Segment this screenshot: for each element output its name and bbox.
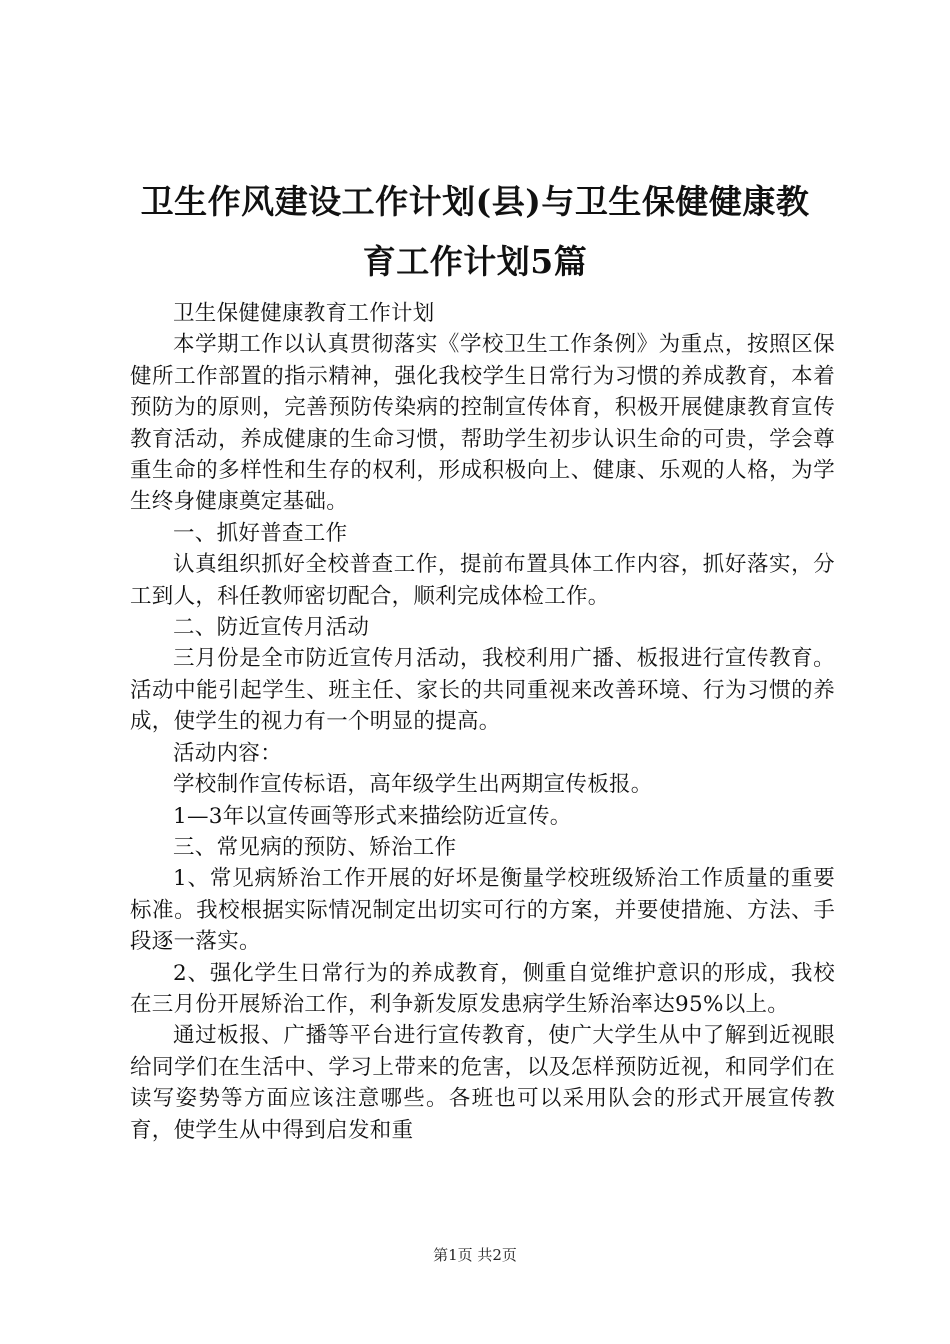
section-heading: 一、抓好普查工作 [173,520,348,546]
paragraph: 本学期工作以认真贯彻落实《学校卫生工作条例》为重点，按照区保健所工作部置的指示精神，强化我校学生日常行为习惯的养成教育，本着预防为的原则，完善预防传染病的控制宣传体育，积极开展健康教育宣传教育活动，养成健康的生命习惯，帮助学生初步认识生命的可贵，学会尊重生命的多样性和生存的权利，形成积极向上、健康、乐观的人格，为学生终身健康奠定基础。 [130,332,835,515]
paragraph: 1、常见病矫治工作开展的好坏是衡量学校班级矫治工作质量的重要标准。我校根据实际情况制定出切实可行的方案，并要使措施、方法、手段逐一落实。 [130,866,835,955]
page-footer: 第1页 共2页 [433,1246,517,1264]
paragraph: 三月份是全市防近宣传月活动，我校利用广播、板报进行宣传教育。活动中能引起学生、班主任、家长的共同重视来改善环境、行为习惯的养成，使学生的视力有一个明显的提高。 [130,646,835,735]
title-line-2: 育工作计划5篇 [362,242,588,281]
paragraph: 学校制作宣传标语，高年级学生出两期宣传板报。 [173,772,653,798]
title-line-1: 卫生作风建设工作计划(县)与卫生保健健康教 [140,182,810,221]
section-heading: 卫生保健健康教育工作计划 [173,301,435,326]
paragraph: 认真组织抓好全校普查工作，提前布置具体工作内容，抓好落实，分工到人，科任教师密切配合，顺利完成体检工作。 [130,552,835,609]
paragraph: 1—3年以宣传画等形式来描绘防近宣传。 [173,803,572,829]
paragraph: 2、强化学生日常行为的养成教育，侧重自觉维护意识的形成，我校在三月份开展矫治工作，利争新发原发患病学生矫治率达95%以上。 [130,960,835,1017]
document-title [110,172,840,292]
section-heading: 二、防近宣传月活动 [173,615,370,641]
section-heading: 三、常见病的预防、矫治工作 [173,834,457,860]
paragraph: 通过板报、广播等平台进行宣传教育，使广大学生从中了解到近视眼给同学们在生活中、学习上带来的危害，以及怎样预防近视，和同学们在读写姿势等方面应该注意哪些。各班也可以采用队会的形式开展宣传教育，使学生从中得到启发和重 [130,1023,835,1143]
paragraph: 活动内容： [173,740,283,766]
document-body [130,298,835,1146]
